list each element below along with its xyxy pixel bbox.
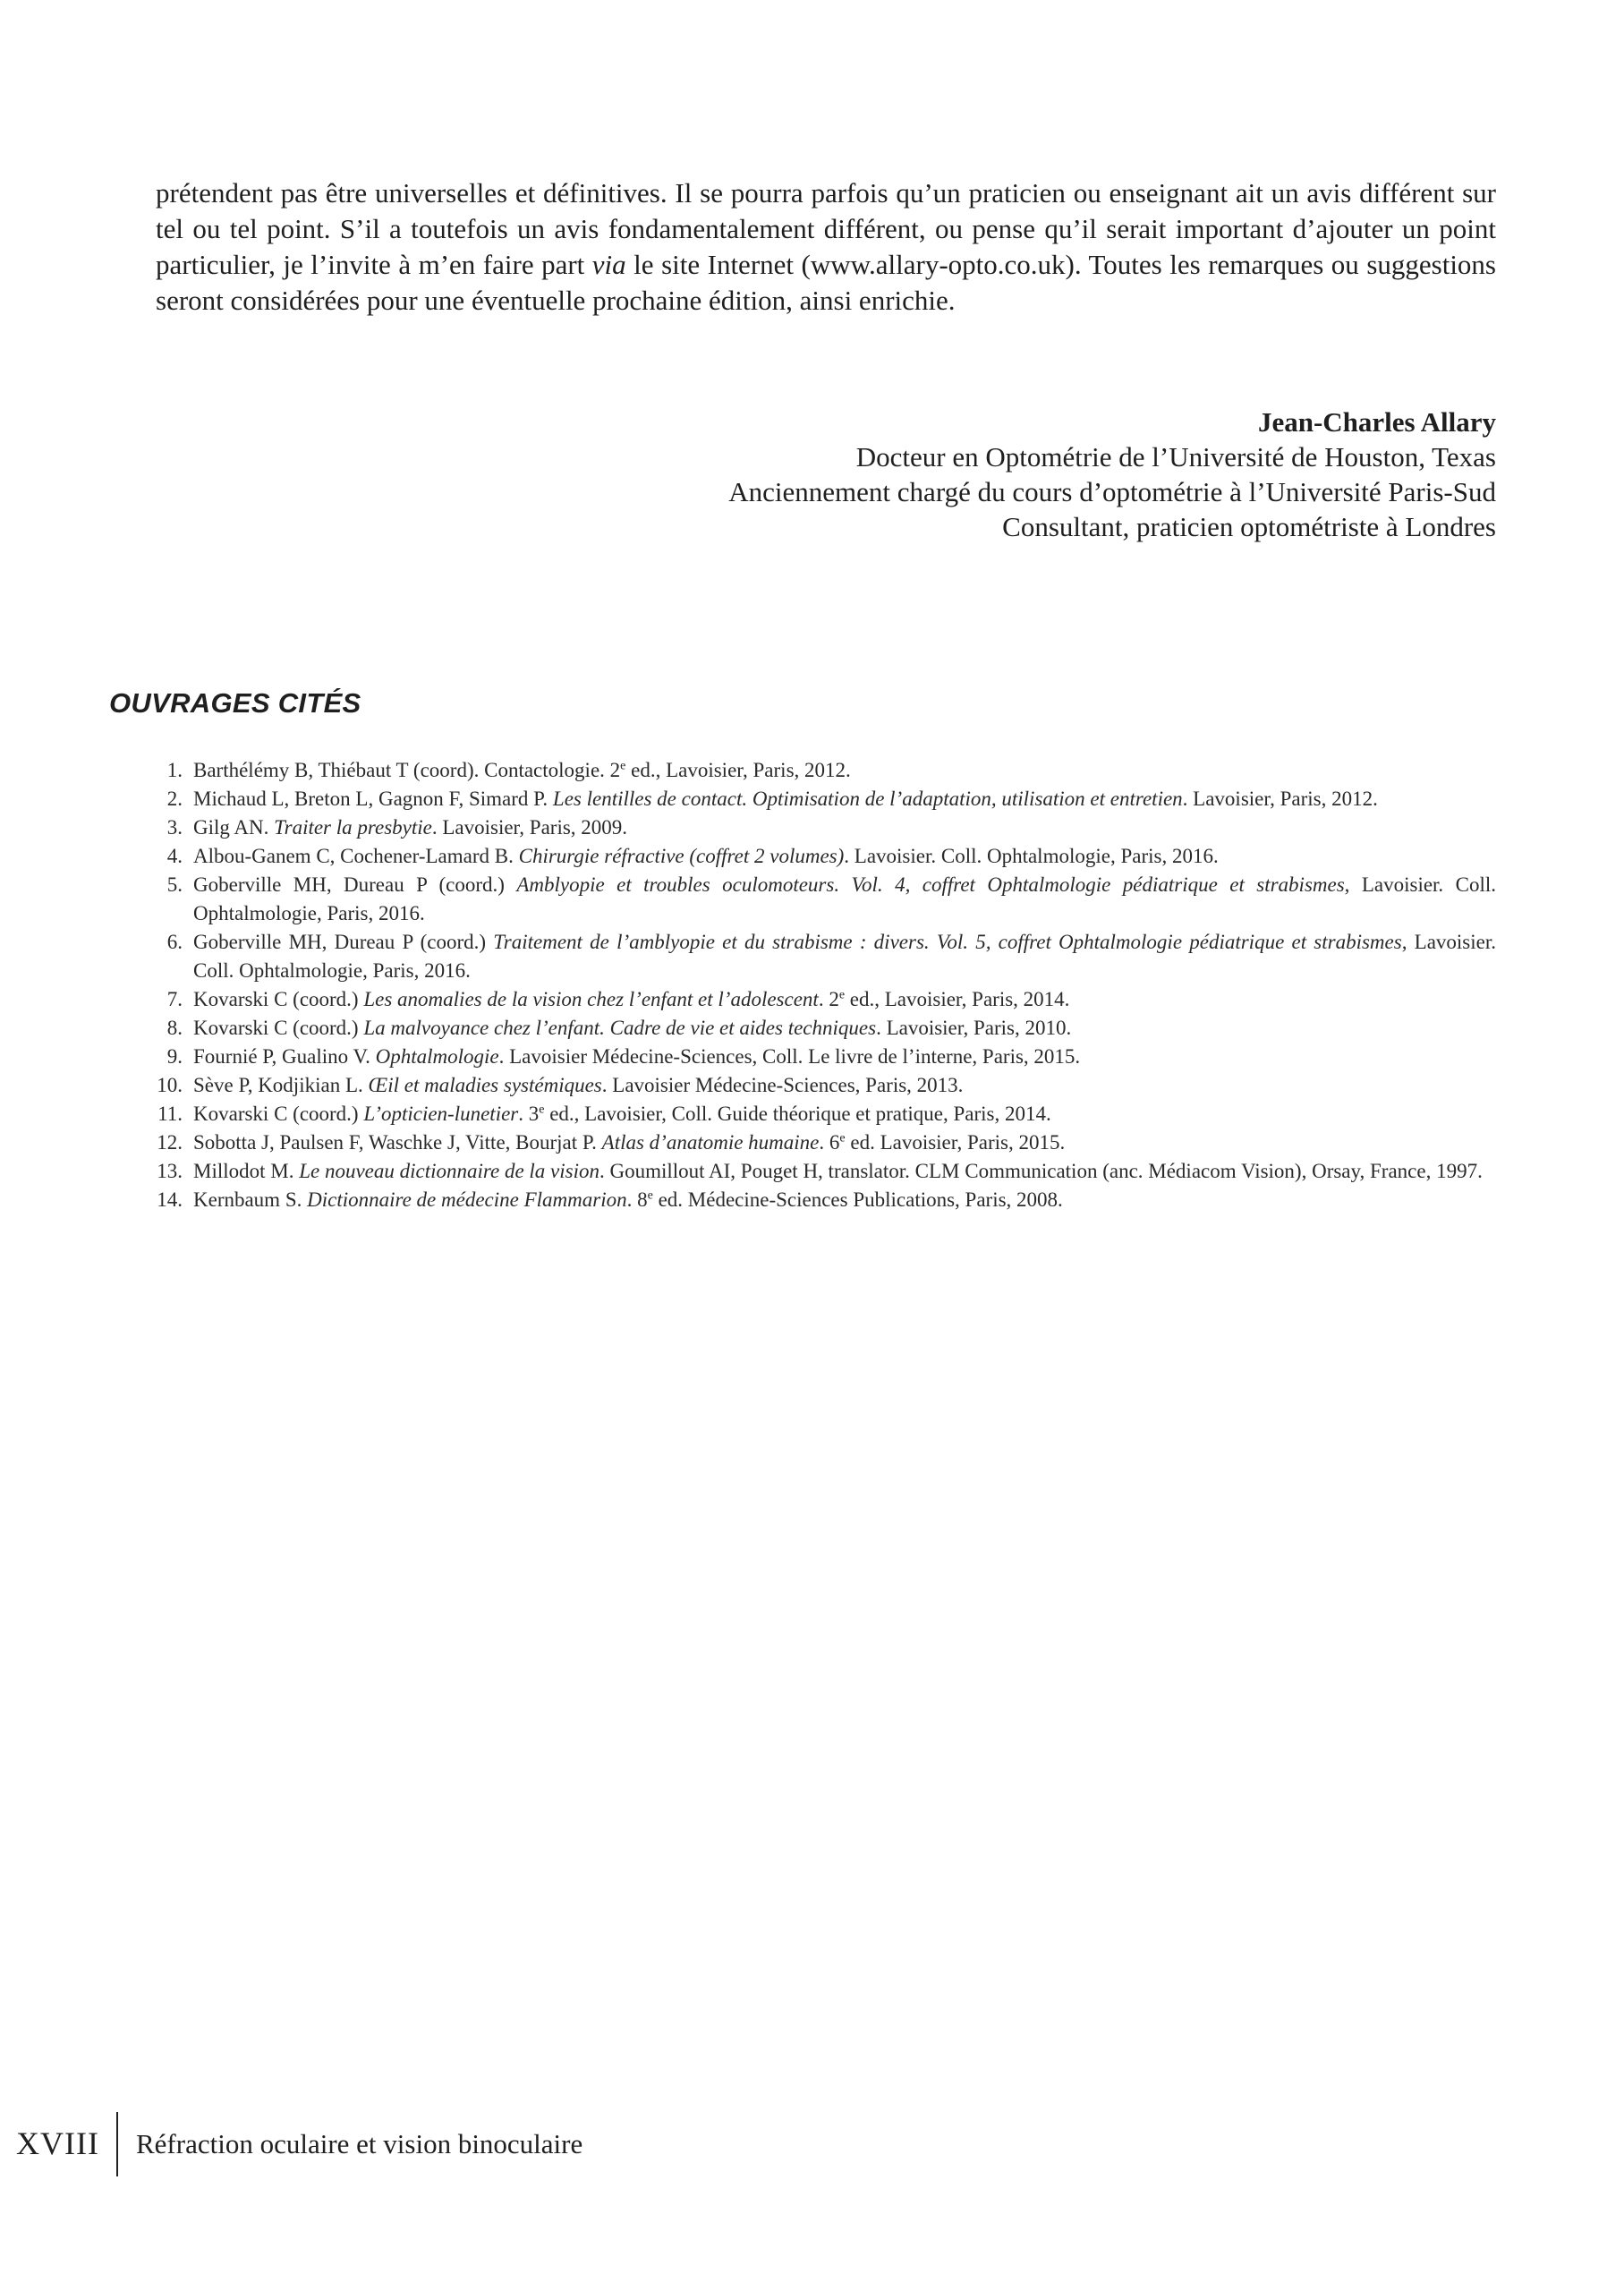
- reference-number: 7.: [166, 988, 183, 1010]
- reference-text: . 6: [819, 1131, 840, 1154]
- reference-text: Kovarski C (coord.): [193, 1103, 364, 1125]
- reference-text: , Lavoisier. Coll. Ophtalmologie, Paris, 2016.: [193, 931, 1496, 982]
- reference-text: ed., Lavoisier, Paris, 2014.: [845, 988, 1070, 1010]
- section-title: OUVRAGES CITÉS: [109, 687, 361, 719]
- reference-text: Kovarski C (coord.): [193, 1017, 364, 1039]
- reference-superscript: e: [647, 1188, 653, 1203]
- reference-title: Traitement de l’amblyopie et du strabisme : divers. Vol. 5, coffret Ophtalmologie pédiatrique et strabismes: [493, 931, 1402, 953]
- reference-item: [156, 1071, 1496, 1100]
- reference-item: [156, 842, 1496, 871]
- reference-number: 11.: [157, 1103, 183, 1125]
- reference-text: Albou-Ganem C, Cochener-Lamard B.: [193, 845, 519, 867]
- reference-text: Gilg AN.: [193, 816, 275, 839]
- reference-text: Goberville MH, Dureau P (coord.): [193, 873, 517, 896]
- reference-item: [156, 756, 1496, 785]
- reference-superscript: e: [539, 1103, 545, 1117]
- page-number: XVIII: [16, 2125, 99, 2161]
- reference-number: 3.: [166, 816, 183, 839]
- reference-text: . Lavoisier, Paris, 2010.: [876, 1017, 1072, 1039]
- reference-text: . 2: [818, 988, 839, 1010]
- reference-item: [156, 871, 1496, 928]
- reference-title: La malvoyance chez l’enfant. Cadre de vie et aides techniques: [363, 1017, 877, 1039]
- reference-text: , Lavoisier. Coll. Ophtalmologie, Paris, 2016.: [193, 873, 1496, 924]
- reference-title: Œil et maladies systémiques: [368, 1074, 602, 1096]
- reference-text: Kovarski C (coord.): [193, 988, 364, 1010]
- reference-item: [156, 785, 1496, 813]
- footer-divider: [116, 2112, 118, 2176]
- references-list: [156, 756, 1496, 1214]
- page-footer: [0, 2112, 805, 2176]
- reference-item: [156, 1186, 1496, 1214]
- reference-title: Traiter la presbytie: [274, 816, 432, 839]
- reference-text: Michaud L, Breton L, Gagnon F, Simard P.: [193, 788, 553, 810]
- reference-title: Le nouveau dictionnaire de la vision: [299, 1160, 599, 1182]
- reference-superscript: e: [838, 988, 846, 1002]
- reference-superscript: e: [839, 1131, 846, 1146]
- intro-text-after: le site Internet (www.allary-opto.co.uk). Toutes les remarques ou suggestions seront considérées pour une éventuelle prochaine édition, ainsi enrichie.: [156, 249, 1496, 316]
- reference-title: Ophtalmologie: [375, 1045, 499, 1068]
- reference-text: Kernbaum S.: [193, 1188, 308, 1211]
- reference-item: [156, 813, 1496, 842]
- reference-title: Atlas d’anatomie humaine: [601, 1131, 820, 1154]
- reference-item: [156, 1100, 1496, 1128]
- reference-number: 10.: [157, 1074, 183, 1096]
- reference-number: 2.: [166, 788, 183, 810]
- running-title: Réfraction oculaire et vision binoculaire: [136, 2128, 583, 2159]
- reference-text: . Goumillout AI, Pouget H, translator. CLM Communication (anc. Médiacom Vision), Orsay, France, 1997.: [599, 1160, 1483, 1182]
- reference-text: . Lavoisier. Coll. Ophtalmologie, Paris, 2016.: [844, 845, 1219, 867]
- reference-number: 13.: [157, 1160, 183, 1182]
- reference-text: . Lavoisier, Paris, 2009.: [431, 816, 628, 839]
- reference-item: [156, 1014, 1496, 1043]
- reference-item: [156, 1043, 1496, 1071]
- reference-number: 6.: [166, 931, 183, 953]
- reference-text: ed. Médecine-Sciences Publications, Paris, 2008.: [652, 1188, 1063, 1211]
- author-title-line-2: Anciennement chargé du cours d’optométrie à l’Université Paris-Sud: [728, 476, 1496, 507]
- reference-text: Barthélémy B, Thiébaut T (coord). Contactologie. 2: [193, 759, 621, 781]
- reference-text: Sève P, Kodjikian L.: [193, 1074, 369, 1096]
- reference-title: Les anomalies de la vision chez l’enfant et l’adolescent: [363, 988, 819, 1010]
- reference-item: [156, 928, 1496, 985]
- author-title-line-1: Docteur en Optométrie de l’Université de Houston, Texas: [855, 441, 1496, 473]
- reference-number: 9.: [166, 1045, 183, 1068]
- reference-text: . Lavoisier Médecine-Sciences, Paris, 2013.: [601, 1074, 964, 1096]
- reference-text: Sobotta J, Paulsen F, Waschke J, Vitte, Bourjat P.: [193, 1131, 602, 1154]
- reference-text: Goberville MH, Dureau P (coord.): [193, 931, 494, 953]
- intro-text-before: prétendent pas être universelles et définitives. Il se pourra parfois qu’un praticien ou enseignant ait un avis différent sur tel ou tel point. S’il a toutefois un avis fondamentalement différent, ou pense qu’il serait important d’ajouter un point particulier, je l’invite à m’en faire part: [156, 177, 1496, 280]
- reference-number: 1.: [166, 759, 183, 781]
- intro-via: via: [591, 249, 626, 280]
- reference-number: 5.: [166, 873, 183, 896]
- reference-text: ed., Lavoisier, Coll. Guide théorique et pratique, Paris, 2014.: [544, 1103, 1051, 1125]
- reference-number: 4.: [166, 845, 183, 867]
- reference-item: [156, 985, 1496, 1014]
- reference-text: ed. Lavoisier, Paris, 2015.: [845, 1131, 1066, 1154]
- reference-item: [156, 1128, 1496, 1157]
- reference-text: . 8: [626, 1188, 648, 1211]
- reference-title: Dictionnaire de médecine Flammarion: [307, 1188, 627, 1211]
- intro-paragraph: [156, 175, 1496, 319]
- reference-number: 12.: [157, 1131, 183, 1154]
- reference-item: [156, 1157, 1496, 1186]
- reference-number: 14.: [157, 1188, 183, 1211]
- reference-title: Amblyopie et troubles oculomoteurs. Vol. 4, coffret Ophtalmologie pédiatrique et strabismes: [516, 873, 1345, 896]
- reference-text: ed., Lavoisier, Paris, 2012.: [625, 759, 851, 781]
- signature-block: [728, 405, 1496, 544]
- author-name: Jean-Charles Allary: [1257, 406, 1496, 438]
- reference-superscript: e: [620, 759, 626, 773]
- reference-title: Chirurgie réfractive (coffret 2 volumes): [518, 845, 845, 867]
- reference-text: Millodot M.: [193, 1160, 300, 1182]
- reference-title: L’opticien-lunetier: [363, 1103, 519, 1125]
- reference-number: 8.: [166, 1017, 183, 1039]
- reference-text: . 3: [518, 1103, 540, 1125]
- reference-title: Les lentilles de contact. Optimisation de l’adaptation, utilisation et entretien: [552, 788, 1183, 810]
- reference-text: . Lavoisier Médecine-Sciences, Coll. Le livre de l’interne, Paris, 2015.: [498, 1045, 1081, 1068]
- reference-text: Fournié P, Gualino V.: [193, 1045, 376, 1068]
- reference-text: . Lavoisier, Paris, 2012.: [1182, 788, 1378, 810]
- author-title-line-3: Consultant, praticien optométriste à Londres: [1002, 511, 1496, 542]
